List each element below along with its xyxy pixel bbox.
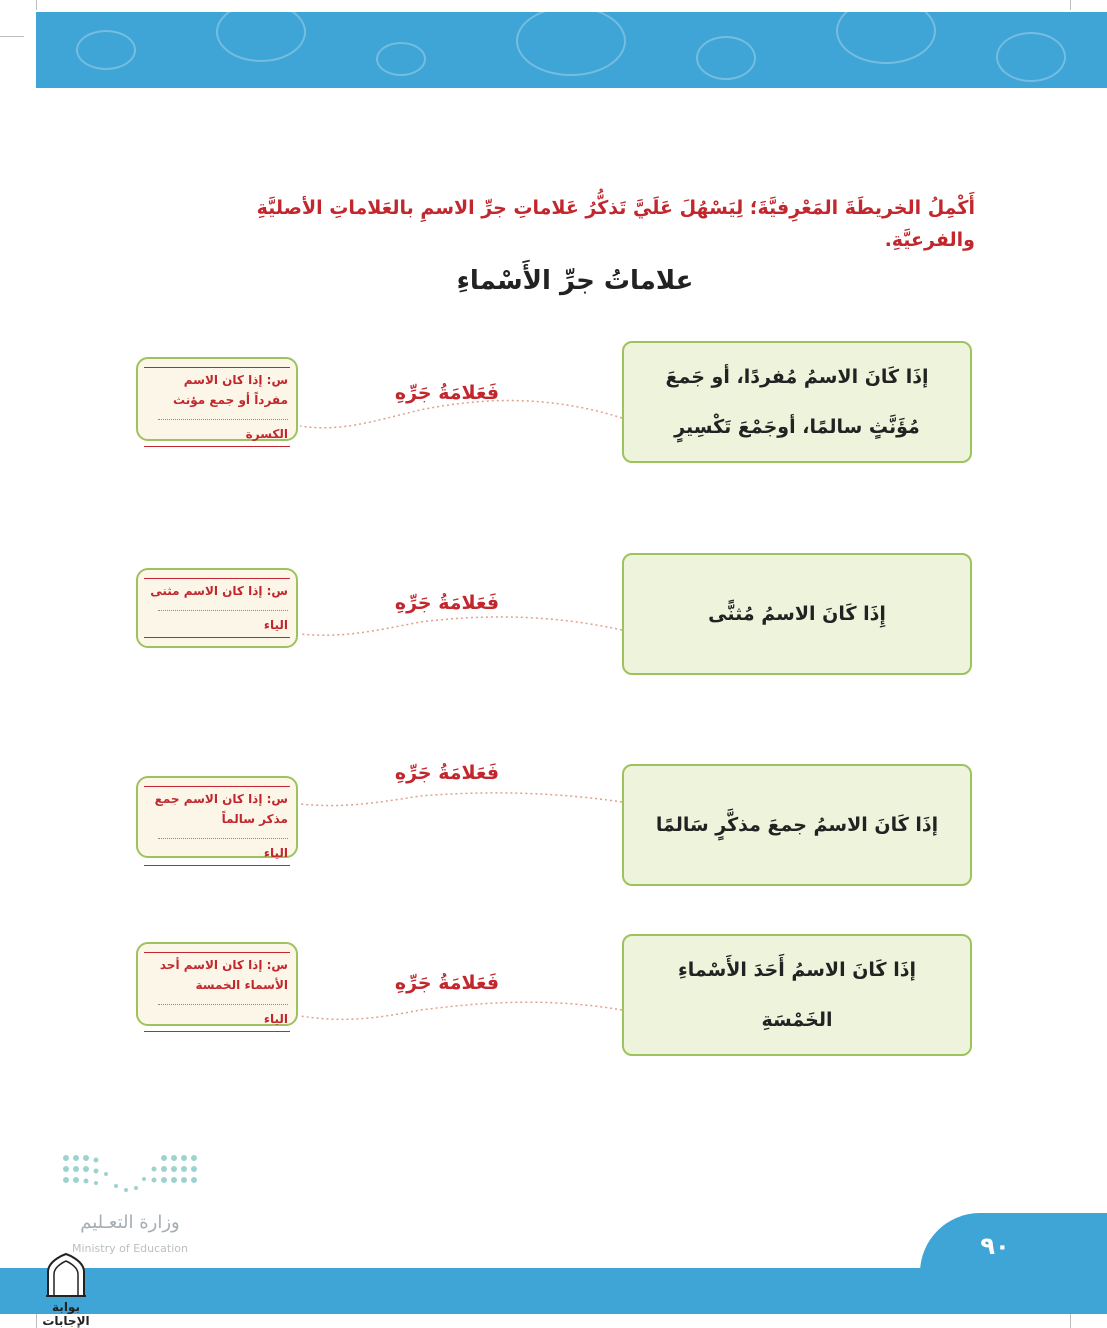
answer-question: س: إذا كان الاسم مفرداً أو جمع مؤنث bbox=[173, 373, 288, 407]
answer-question: س: إذا كان الاسم جمع مذكر سالماً bbox=[154, 792, 288, 826]
sign-label: فَعَلامَةُ جَرِّهِ bbox=[394, 762, 500, 784]
sign-label: فَعَلامَةُ جَرِّهِ bbox=[394, 592, 500, 614]
answer-value: الياء bbox=[263, 846, 288, 860]
answer-box bbox=[136, 942, 298, 1026]
answer-content bbox=[144, 367, 290, 447]
map-title: علاماتُ جرِّ الأَسْماءِ bbox=[456, 266, 694, 296]
page-number: ٩٠ bbox=[980, 1232, 1010, 1260]
case-text: إذَا كَانَ الاسمُ أَحَدَ الأَسْماءِ الخَمْسَةِ bbox=[678, 959, 916, 1031]
mosque-arch-icon bbox=[44, 1252, 88, 1298]
connector-line bbox=[300, 617, 622, 635]
answer-box bbox=[136, 568, 298, 648]
ministry-dots-icon bbox=[60, 1152, 200, 1202]
answer-blank bbox=[158, 601, 288, 611]
answer-value: الياء bbox=[263, 618, 288, 632]
sign-label: فَعَلامَةُ جَرِّهِ bbox=[394, 382, 500, 404]
case-box-five-nouns bbox=[622, 934, 972, 1056]
answer-question: س: إذا كان الاسم مثنى bbox=[150, 584, 288, 598]
answer-value: الياء bbox=[263, 1012, 288, 1026]
case-box-singular bbox=[622, 341, 972, 463]
answer-content bbox=[144, 578, 290, 638]
case-box-dual bbox=[622, 553, 972, 675]
case-text: إذَا كَانَ الاسمُ مُفردًا، أو جَمعَ مُؤَنَّثٍ سالمًا، أوجَمْعَ تَكْسِيرٍ bbox=[665, 366, 929, 438]
page-number-tab bbox=[920, 1213, 1107, 1314]
watermark-text: بوابة الإجابات bbox=[42, 1300, 90, 1328]
connector-line bbox=[300, 1002, 622, 1019]
answer-blank bbox=[158, 829, 288, 839]
answer-content bbox=[144, 952, 290, 1032]
answer-value: الكسرة bbox=[245, 427, 288, 441]
answer-box bbox=[136, 357, 298, 441]
answer-box bbox=[136, 776, 298, 858]
instruction-text: أَكْمِلُ الخريطَةَ المَعْرِفيَّةَ؛ لِيَسْهُلَ عَلَيَّ تَذكُّرُ عَلاماتِ جرِّ الاسمِ بالعَلاماتِ الأصليَّةِ والفرعيَّةِ. bbox=[256, 197, 975, 251]
answer-blank bbox=[158, 995, 288, 1005]
watermark bbox=[28, 1252, 104, 1328]
connector-line bbox=[300, 793, 622, 806]
case-text: إِذَا كَانَ الاسمُ مُثنًّى bbox=[708, 603, 886, 625]
connector-line bbox=[300, 401, 622, 428]
answer-question: س: إذا كان الاسم أحد الأسماء الخمسة bbox=[159, 958, 288, 992]
ministry-name-english: Ministry of Education bbox=[71, 1242, 188, 1255]
answer-content bbox=[144, 786, 290, 866]
sign-label: فَعَلامَةُ جَرِّهِ bbox=[394, 972, 500, 994]
case-box-masculine-plural bbox=[622, 764, 972, 886]
ministry-name-arabic: وزارة التعـليم bbox=[80, 1212, 180, 1233]
case-text: إذَا كَانَ الاسمُ جمعَ مذكَّرٍ سَالمًا bbox=[655, 814, 939, 836]
answer-blank bbox=[158, 410, 288, 420]
